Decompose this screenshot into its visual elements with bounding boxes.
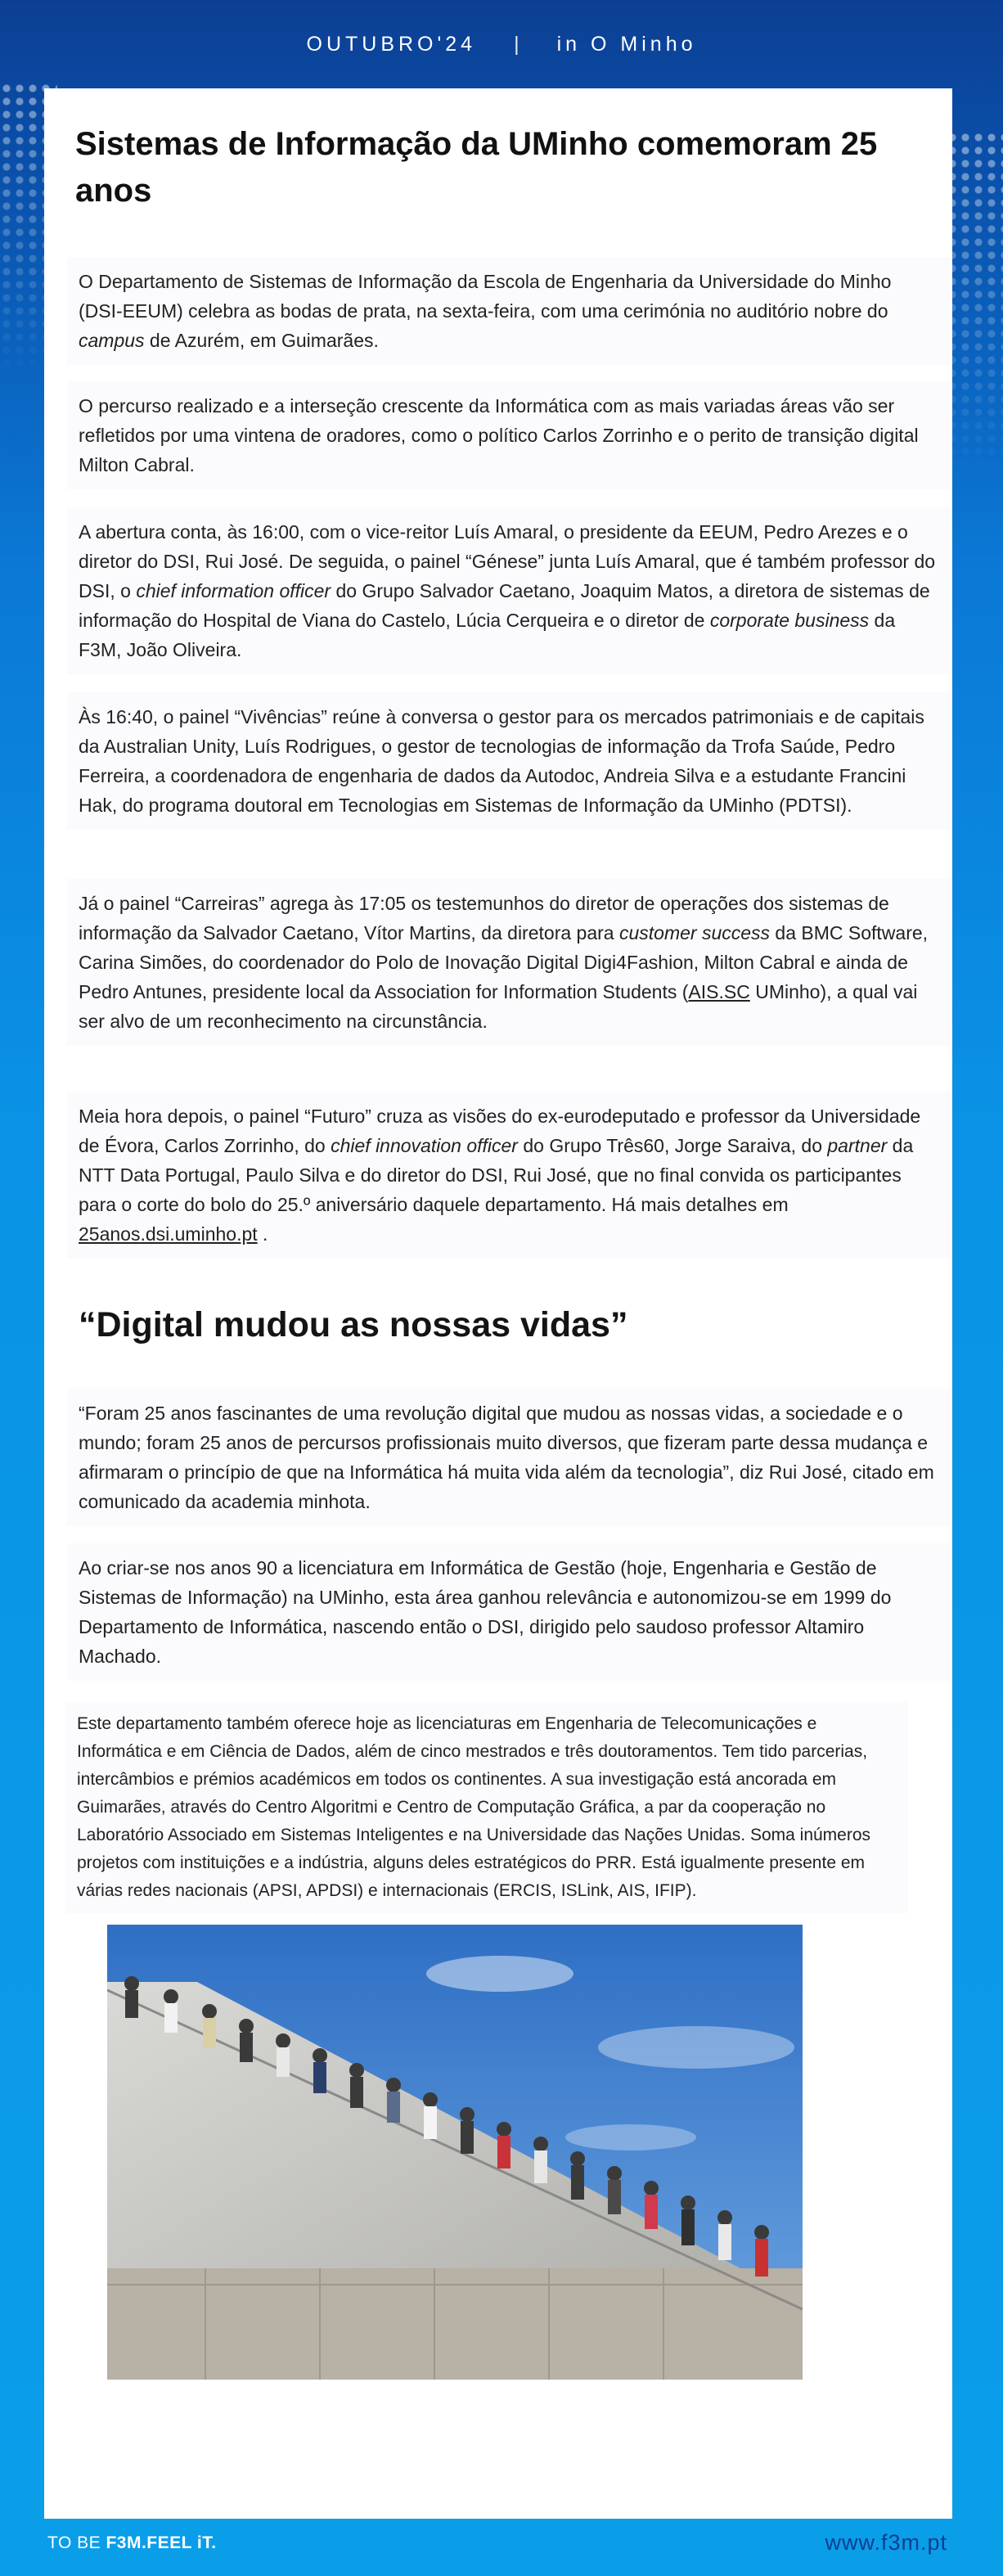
paragraph-7: “Foram 25 anos fascinantes de uma revolução digital que mudou as nossas vidas, a sociedade e o mundo; foram 25 anos de percursos profissionais muito diversos, que fizeram parte dessa mudança e afirmaram o princípio de que na Informática há muita vida além da tecnologia”, diz Rui José, citado em comunicado da academia minhota. [67,1389,951,1526]
article-title: Sistemas de Informação da UMinho comemoram 25 anos [75,126,878,209]
paragraph-1: O Departamento de Sistemas de Informação da Escola de Engenharia da Universidade do Minho (DSI-EEUM) celebra as bodas de prata, na sexta-feira, com uma cerimónia no auditório nobre do campus de Azurém, em Guimarães. [67,257,951,365]
paragraph-4: Às 16:40, o painel “Vivências” reúne à conversa o gestor para os mercados patrimoniais e de capitais da Australian Unity, Luís Rodrigues, o gestor de tecnologias de informação da Trofa Saúde, Pedro Ferreira, a coordenadora de engenharia de dados da Autodoc, Andreia Silva e a estudante Francini Hak, do programa doutoral em Tecnologias em Sistemas de Informação da UMinho (PDTSI). [67,692,951,830]
section-subtitle: “Digital mudou as nossas vidas” [79,1305,628,1344]
ais-sc-link[interactable]: AIS.SC [688,981,750,1002]
paragraph-5: Já o painel “Carreiras” agrega às 17:05 os testemunhos do diretor de operações dos sistemas de informação da Salvador Caetano, Vítor Martins, da diretora para customer success da BMC Software, Carina Simões, do coordenador do Polo de Inovação Digital Digi4Fashion, Milton Cabral e ainda de Pedro Antunes, presidente local da Association for Information Students (AIS.SC UMinho), a qual vai ser alvo de um reconhecimento na circunstância. [67,879,951,1046]
paragraph-2: O percurso realizado e a interseção crescente da Informática com as mais variadas áreas vão ser refletidos por uma vintena de oradores, como o político Carlos Zorrinho e o perito de transição digital Milton Cabral. [67,381,951,489]
masthead [0,0,1003,88]
paragraph-9: Este departamento também oferece hoje as licenciaturas em Engenharia de Telecomunicações e Informática e em Ciência de Dados, além de cinco mestrados e três doutoramentos. Tem tido parcerias, intercâmbios e prémios académicos em todos os continentes. A sua investigação está ancorada em Guimarães, através do Centro Algoritmi e Centro de Computação Gráfica, a par da cooperação no Laboratório Associado em Sistemas Inteligentes e na Universidade das Nações Unidas. Soma inúmeros projetos com instituições e a indústria, alguns deles estratégicos do PRR. Está igualmente presente em várias redes nacionais (APSI, APDSI) e internacionais (ERCIS, ISLink, AIS, IFIP). [65,1702,908,1913]
paragraph-3: A abertura conta, às 16:00, com o vice-reitor Luís Amaral, o presidente da EEUM, Pedro Arezes e o diretor do DSI, Rui José. De seguida, o painel “Génese” junta Luís Amaral, que é também professor do DSI, o chief information officer do Grupo Salvador Caetano, Joaquim Matos, a diretora de sistemas de informação do Hospital de Viana do Castelo, Lúcia Cerqueira e o diretor de corporate business da F3M, João Oliveira. [67,507,951,674]
tagline-prefix: TO BE [47,2533,106,2552]
tagline-brand: F3M.FEEL iT. [106,2533,217,2552]
issue-date: OUTUBRO'24 [306,32,477,56]
decorative-dot-pattern-right [946,131,1003,475]
publication-source [557,33,697,56]
group-photo-illustration [107,1925,803,2380]
in-label: in [556,32,582,56]
group-photo [107,1925,803,2380]
paragraph-6: Meia hora depois, o painel “Futuro” cruza as visões do ex-eurodeputado e professor da Universidade de Évora, Carlos Zorrinho, do chief innovation officer do Grupo Três60, Jorge Saraiva, do partner da NTT Data Portugal, Paulo Silva e do diretor do DSI, Rui José, que no final convida os participantes para o corte do bolo do 25.º aniversário daquele departamento. Há mais detalhes em 25anos.dsi.uminho.pt . [67,1092,951,1259]
publication-name: O Minho [591,32,697,56]
footer-tagline [47,2533,217,2553]
paragraph-8: Ao criar-se nos anos 90 a licenciatura em Informática de Gestão (hoje, Engenharia e Gestão de Sistemas de Informação) na UMinho, esta área ganhou relevância e autonomizou-se em 1999 do Departamento de Informática, nascendo então o DSI, dirigido pelo saudoso professor Altamiro Machado. [67,1543,951,1681]
footer-website-link[interactable]: www.f3m.pt [825,2530,947,2555]
event-website-link[interactable]: 25anos.dsi.uminho.pt [79,1223,258,1245]
masthead-separator: | [514,32,519,56]
